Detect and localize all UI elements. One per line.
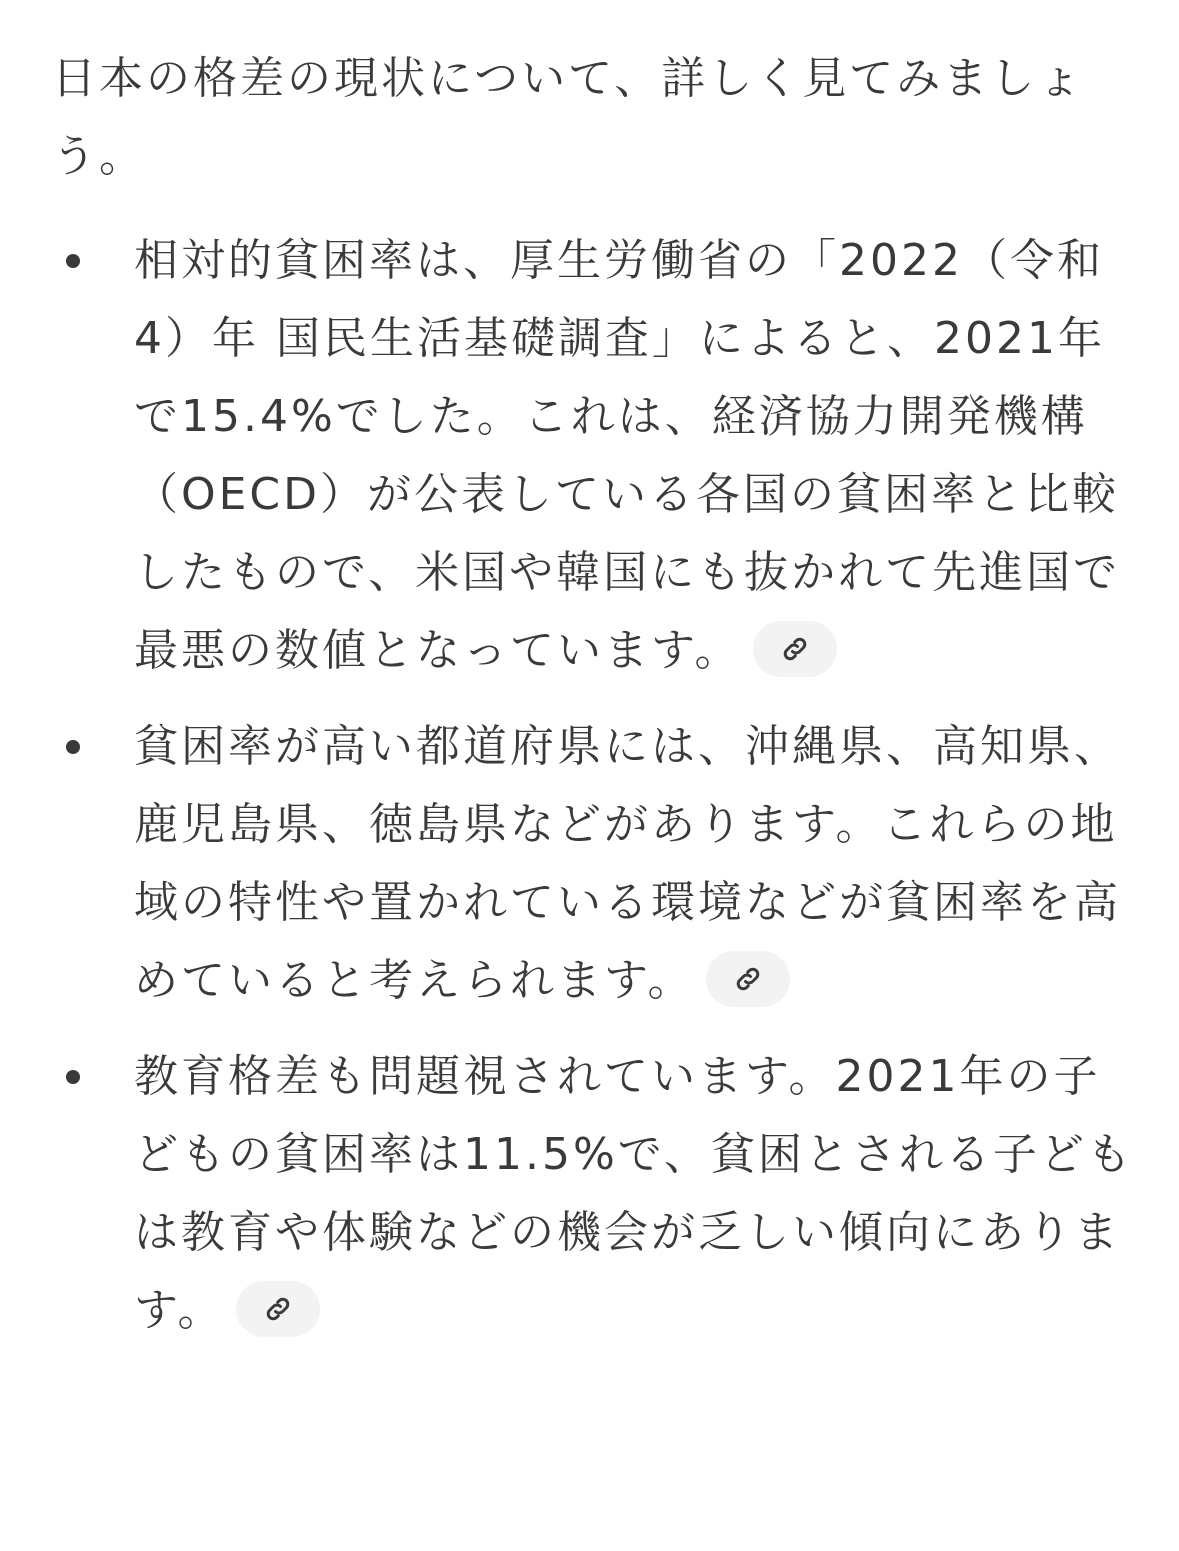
list-item — [52, 1038, 1142, 1350]
response-content — [52, 40, 1142, 1368]
bullet-text: 相対的貧困率は、厚生労働省の「2022（令和4）年 国民生活基礎調査」によると、2021年で15.4%でした。これは、経済協力開発機構（OECD）が公表している各国の貧困率と比較したもので、米国や韓国にも抜かれて先進国で最悪の数値となっています。 — [134, 235, 1121, 676]
list-item — [52, 222, 1142, 690]
list-item — [52, 708, 1142, 1020]
source-link-button[interactable] — [753, 621, 837, 677]
bullet-dot — [66, 1070, 80, 1084]
bullet-text: 教育格差も問題視されています。2021年の子どもの貧困率は11.5%で、貧困とされる子どもは教育や体験などの機会が乏しい傾向にあります。 — [134, 1051, 1134, 1336]
link-icon — [780, 634, 810, 664]
link-icon — [733, 964, 763, 994]
link-icon — [263, 1294, 293, 1324]
bullet-text: 貧困率が高い都道府県には、沖縄県、高知県、鹿児島県、徳島県などがあります。これらの地域の特性や置かれている環境などが貧困率を高めていると考えられます。 — [134, 721, 1121, 1006]
bullet-dot — [66, 740, 80, 754]
intro-paragraph: 日本の格差の現状について、詳しく見てみましょう。 — [52, 53, 1085, 182]
bullet-list — [52, 222, 1142, 1350]
source-link-button[interactable] — [236, 1281, 320, 1337]
source-link-button[interactable] — [706, 951, 790, 1007]
bullet-dot — [66, 254, 80, 268]
